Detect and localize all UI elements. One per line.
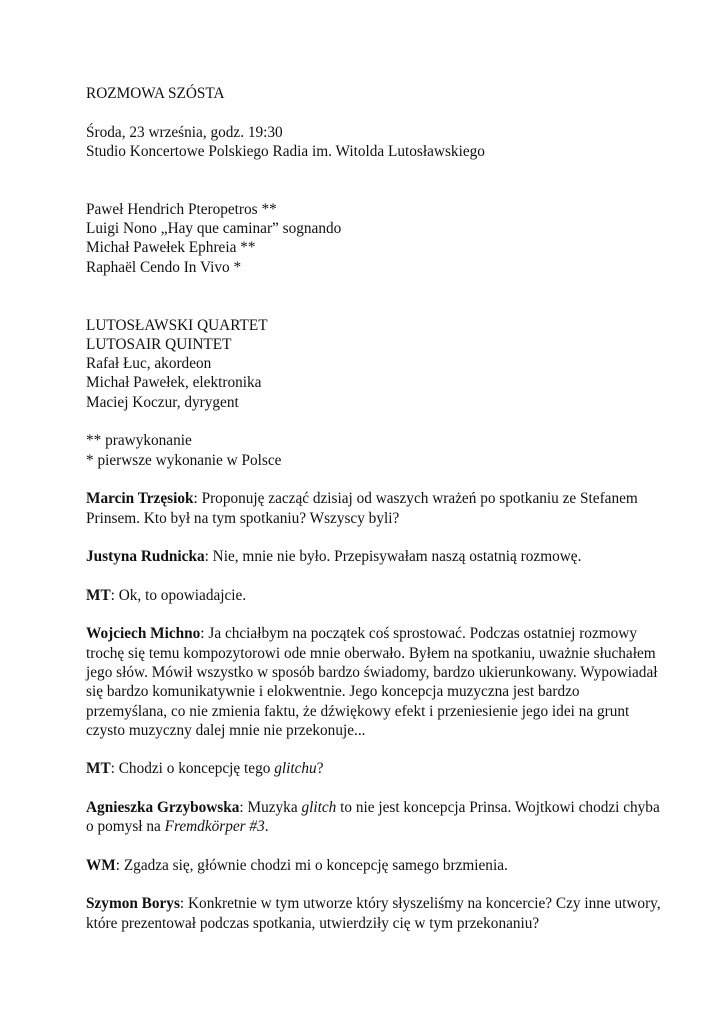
dialogue-entry xyxy=(86,759,656,778)
speaker-name: Justyna Rudnicka xyxy=(86,548,205,566)
spacer xyxy=(86,837,656,856)
program-item: Luigi Nono „Hay que caminar” sognando xyxy=(86,220,342,238)
performer-item: LUTOSAIR QUINTET xyxy=(86,335,232,353)
dialogue-entry xyxy=(86,489,656,528)
performer-item: Rafał Łuc, akordeon xyxy=(86,355,212,373)
speaker-name: Marcin Trzęsiok xyxy=(86,490,194,508)
dialogue-text: : Nie, mnie nie było. Przepisywałam naszą ostatnią rozmowę. xyxy=(204,548,582,566)
dialogue-text: : Muzyka xyxy=(239,798,302,816)
dialogue-text: trochę się temu kompozytorowi ode mnie oberwało. Byłem na spotkaniu, uważnie słuchałem xyxy=(86,644,656,662)
notes-list xyxy=(86,431,656,470)
note-item: ** prawykonanie xyxy=(86,432,192,450)
spacer xyxy=(86,470,656,489)
dialogue-italic-text: glitch xyxy=(301,798,337,816)
speaker-name: WM xyxy=(86,856,116,874)
dialogue-text: : Ok, to opowiadajcie. xyxy=(110,586,247,604)
dialogue-text: : Ja chciałbym na początek coś sprostować. Podczas ostatniej rozmowy xyxy=(200,625,637,643)
dialogue-entry xyxy=(86,894,661,933)
performer-item: Maciej Koczur, dyrygent xyxy=(86,393,239,411)
speaker-name: MT xyxy=(86,586,111,604)
dialogue-italic-text: Fremdkörper #3 xyxy=(164,818,265,836)
spacer xyxy=(86,161,656,200)
note-item: * pierwsze wykonanie w Polsce xyxy=(86,451,282,469)
dialogue-text: : Konkretnie w tym utworze który słyszeliśmy na koncercie? Czy inne utwory, xyxy=(179,895,661,913)
program-item: Paweł Hendrich Pteropetros ** xyxy=(86,200,277,218)
event-venue: Studio Koncertowe Polskiego Radia im. Witolda Lutosławskiego xyxy=(86,142,485,160)
program-item: Michał Pawełek Ephreia ** xyxy=(86,239,256,257)
dialogue-text: przemyślana, co nie zmienia faktu, że dźwiękowy efekt i przeniesienie jego idei na grunt xyxy=(86,702,630,720)
spacer xyxy=(86,875,656,894)
spacer xyxy=(86,103,656,122)
dialogue-entry xyxy=(86,856,656,875)
spacer xyxy=(86,779,656,798)
spacer xyxy=(86,605,656,624)
dialogue-entry xyxy=(86,586,656,605)
speaker-name: MT xyxy=(86,760,111,778)
spacer xyxy=(86,740,656,759)
dialogue-text: : Proponuję zacząć dzisiaj od waszych wrażeń po spotkaniu ze Stefanem xyxy=(193,490,638,508)
spacer xyxy=(86,277,656,316)
dialogue-text: które prezentował podczas spotkania, utwierdziły cię w tym przekonaniu? xyxy=(86,914,540,932)
dialogue-text: : Chodzi o koncepcję tego xyxy=(110,760,275,778)
dialogue-text: czysto muzyczny dalej mnie nie przekonuje... xyxy=(86,721,366,739)
dialogue-entry xyxy=(86,547,656,566)
document-page xyxy=(86,84,661,933)
program-item: Raphaël Cendo In Vivo * xyxy=(86,258,242,276)
performer-item: LUTOSŁAWSKI QUARTET xyxy=(86,316,268,334)
speaker-name: Szymon Borys xyxy=(86,895,180,913)
dialogue-entry xyxy=(86,798,660,837)
dialogue-text: się bardzo komunikatywnie i elokwentnie. Jego koncepcja muzyczna jest bardzo xyxy=(86,683,580,701)
spacer xyxy=(86,528,656,547)
speaker-name: Agnieszka Grzybowska xyxy=(86,798,240,816)
dialogue-text: jego słów. Mówił wszystko w sposób bardzo świadomy, bardzo ukierunkowany. Wypowiadał xyxy=(86,663,658,681)
performers-list xyxy=(86,316,656,412)
dialogue-text: ? xyxy=(316,760,324,778)
dialogue-text: o pomysł na xyxy=(86,818,165,836)
spacer xyxy=(86,566,656,585)
dialogue-text: Prinsem. Kto był na tym spotkaniu? Wszyscy byli? xyxy=(86,509,400,527)
performer-item: Michał Pawełek, elektronika xyxy=(86,374,262,392)
event-date: Środa, 23 września, godz. 19:30 xyxy=(86,123,283,141)
dialogue-text: : Zgadza się, głównie chodzi mi o koncepcję samego brzmienia. xyxy=(115,856,508,874)
document-title: ROZMOWA SZÓSTA xyxy=(86,85,225,102)
spacer xyxy=(86,412,656,431)
dialogue-italic-text: glitchu xyxy=(274,760,317,778)
program-list xyxy=(86,200,656,277)
speaker-name: Wojciech Michno xyxy=(86,625,201,643)
dialogue-text: to nie jest koncepcja Prinsa. Wojtkowi chodzi chyba xyxy=(336,798,660,816)
dialogue-text: . xyxy=(264,818,269,836)
dialogue-entry xyxy=(86,624,656,740)
